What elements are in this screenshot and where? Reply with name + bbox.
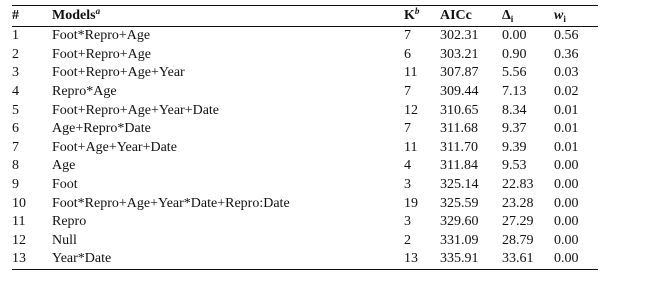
cell-delta: 22.83 (502, 177, 534, 193)
cell-model: Foot+Repro+Age+Year (52, 65, 185, 81)
cell-delta: 33.61 (502, 251, 534, 267)
cell-delta: 0.00 (502, 28, 527, 44)
header-delta-label: Δ (502, 8, 511, 23)
cell-delta: 9.39 (502, 139, 527, 155)
cell-model: Foot+Age+Year+Date (52, 139, 177, 155)
cell-number: 3 (12, 65, 19, 81)
cell-aicc: 307.87 (440, 65, 479, 81)
cell-number: 12 (12, 232, 26, 248)
cell-number: 9 (12, 177, 19, 193)
cell-delta: 9.53 (502, 158, 527, 174)
header-models-footnote: a (95, 6, 101, 16)
header-row (12, 6, 598, 27)
cell-model: Null (52, 232, 77, 248)
cell-k: 13 (404, 251, 418, 267)
cell-k: 7 (404, 28, 411, 44)
table-row (12, 176, 598, 195)
table-row (12, 213, 598, 232)
cell-number: 6 (12, 121, 19, 137)
table-row (12, 120, 598, 139)
cell-k: 11 (404, 139, 418, 155)
cell-delta: 27.29 (502, 214, 534, 230)
model-selection-table-container (12, 5, 598, 270)
header-models-label: Models (52, 8, 96, 23)
header-delta (502, 6, 554, 27)
cell-delta: 8.34 (502, 102, 527, 118)
cell-weight: 0.01 (554, 121, 579, 137)
cell-model: Repro (52, 214, 87, 230)
cell-aicc: 325.59 (440, 195, 479, 211)
cell-weight: 0.36 (554, 46, 579, 62)
table-header (12, 6, 598, 27)
cell-number: 13 (12, 251, 26, 267)
cell-aicc: 302.31 (440, 28, 479, 44)
cell-weight: 0.01 (554, 139, 579, 155)
cell-weight: 0.02 (554, 84, 579, 100)
header-weight (554, 6, 598, 27)
cell-weight: 0.00 (554, 158, 579, 174)
header-aicc (440, 6, 502, 27)
cell-weight: 0.00 (554, 177, 579, 193)
cell-k: 12 (404, 102, 418, 118)
table-row (12, 157, 598, 176)
cell-number: 2 (12, 46, 19, 62)
cell-aicc: 303.21 (440, 46, 479, 62)
cell-weight: 0.00 (554, 251, 579, 267)
cell-weight: 0.01 (554, 102, 579, 118)
cell-model: Foot+Repro+Age (52, 46, 152, 62)
table-body (12, 27, 598, 270)
header-k (404, 6, 440, 27)
cell-model: Foot (52, 177, 78, 193)
cell-number: 1 (12, 28, 19, 44)
header-aicc-label: AICc (440, 8, 472, 23)
cell-number: 10 (12, 195, 26, 211)
cell-aicc: 331.09 (440, 232, 479, 248)
table-row (12, 83, 598, 102)
header-delta-subscript: i (510, 14, 514, 24)
cell-aicc: 311.70 (440, 139, 478, 155)
cell-weight: 0.00 (554, 214, 579, 230)
cell-aicc: 311.68 (440, 121, 478, 137)
cell-k: 7 (404, 121, 411, 137)
cell-model: Age (52, 158, 76, 174)
cell-number: 5 (12, 102, 19, 118)
cell-delta: 9.37 (502, 121, 527, 137)
table-row (12, 139, 598, 158)
cell-k: 3 (404, 177, 411, 193)
cell-model: Year*Date (52, 251, 112, 267)
cell-k: 6 (404, 46, 411, 62)
cell-model: Foot+Repro+Age+Year+Date (52, 102, 220, 118)
cell-delta: 28.79 (502, 232, 534, 248)
table-row (12, 46, 598, 65)
table-row (12, 250, 598, 269)
cell-aicc: 310.65 (440, 102, 479, 118)
cell-number: 7 (12, 139, 19, 155)
cell-delta: 5.56 (502, 65, 527, 81)
cell-k: 7 (404, 84, 411, 100)
header-k-label: K (404, 8, 415, 23)
cell-delta: 23.28 (502, 195, 534, 211)
cell-weight: 0.56 (554, 28, 579, 44)
cell-model: Repro*Age (52, 84, 117, 100)
header-weight-label: w (554, 8, 564, 23)
cell-delta: 0.90 (502, 46, 527, 62)
cell-k: 19 (404, 195, 418, 211)
cell-weight: 0.03 (554, 65, 579, 81)
cell-weight: 0.00 (554, 195, 579, 211)
cell-k: 11 (404, 65, 418, 81)
cell-delta: 7.13 (502, 84, 527, 100)
cell-aicc: 309.44 (440, 84, 479, 100)
table-row (12, 101, 598, 120)
cell-k: 3 (404, 214, 411, 230)
cell-number: 11 (12, 214, 26, 230)
header-k-footnote: b (414, 6, 420, 16)
table-row (12, 194, 598, 213)
cell-aicc: 311.84 (440, 158, 478, 174)
table-row (12, 232, 598, 251)
model-selection-table (12, 5, 598, 270)
cell-k: 4 (404, 158, 411, 174)
cell-model: Foot*Repro+Age (52, 28, 151, 44)
cell-aicc: 329.60 (440, 214, 479, 230)
cell-aicc: 335.91 (440, 251, 479, 267)
header-number (12, 6, 52, 27)
cell-number: 4 (12, 84, 19, 100)
header-models (52, 6, 404, 27)
table-row (12, 64, 598, 83)
header-weight-subscript: i (563, 14, 566, 24)
cell-number: 8 (12, 158, 19, 174)
header-number-label: # (12, 8, 19, 23)
table-row (12, 27, 598, 46)
cell-k: 2 (404, 232, 411, 248)
cell-model: Foot*Repro+Age+Year*Date+Repro:Date (52, 195, 290, 211)
cell-weight: 0.00 (554, 232, 579, 248)
cell-model: Age+Repro*Date (52, 121, 151, 137)
cell-aicc: 325.14 (440, 177, 479, 193)
